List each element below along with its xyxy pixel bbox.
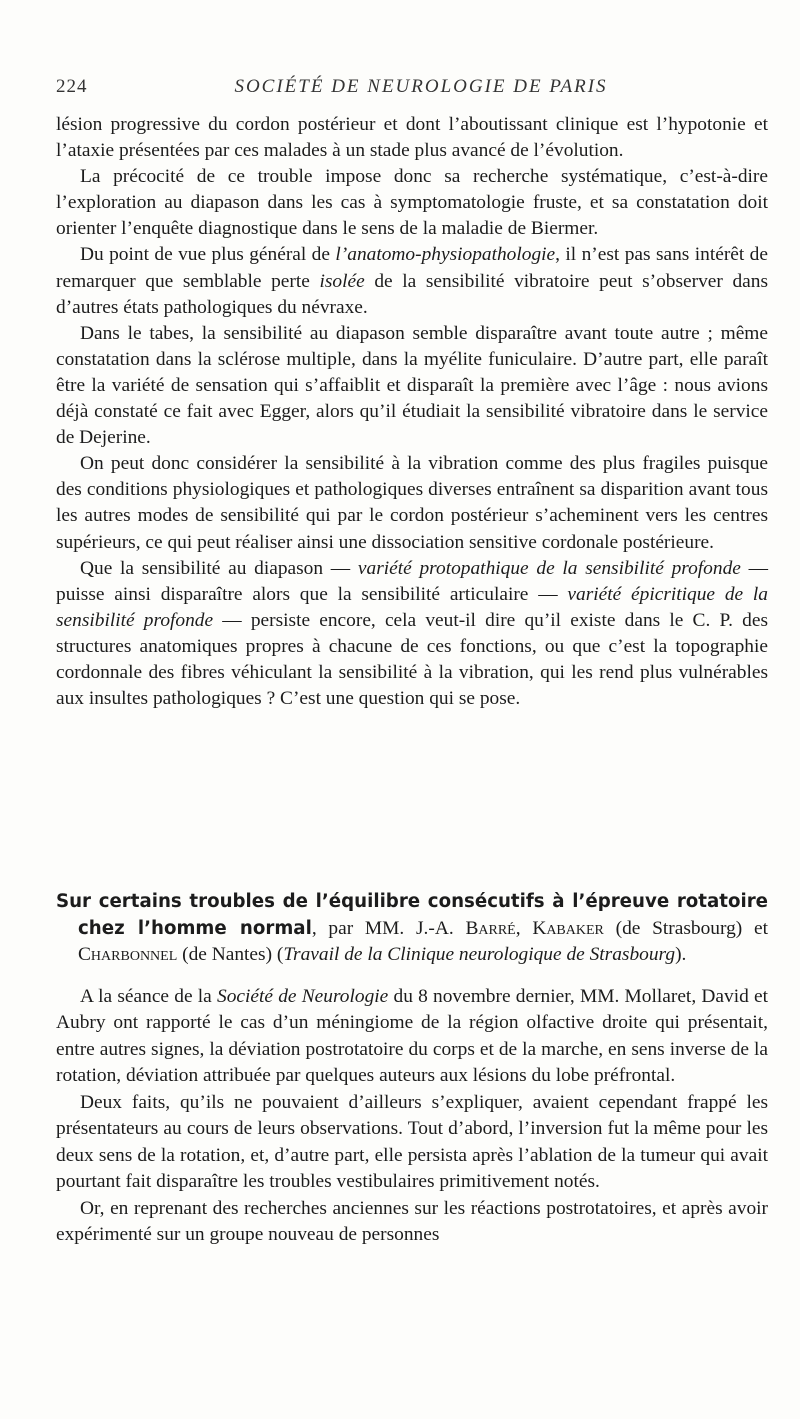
italic-term: l’anatomo-physiopathologie [335,244,556,266]
text-run: du 8 novembre dernier, MM. Mollaret, David et Aubry ont rapporté le cas d’un méningiome de la région olfactive droite qui présentait, entre autres signes, la déviation postrotatoire du corps et de la marche, en sens inverse de la rotation, déviation attribuée par quelques auteurs aux lésions du lobe préfrontal. [56,985,768,1086]
italic-term: Société de Neurologie [217,985,389,1007]
running-head [56,76,766,106]
paragraph [56,556,768,713]
article [56,889,768,1249]
italic-term: isolée [319,270,365,292]
affiliation: Travail de la Clinique neurologique de Strasbourg [283,944,676,965]
article-heading [56,889,768,969]
author-name: Barré [465,917,516,939]
paragraph: Dans le tabes, la sensibilité au diapason semble disparaître avant toute autre ; même constatation dans la sclérose multiple, dans la myélite funiculaire. D’autre part, elle paraît être la variété de sensation qui s’affaiblit et disparaît la première avec l’âge : nous avions déjà constaté ce fait avec Egger, alors qu’il étudiait la sensibilité vibratoire dans le service de Dejerine. [56,322,768,449]
paragraph: Deux faits, qu’ils ne pouvaient d’ailleurs s’expliquer, avaient cependant frappé les présentateurs au cours de leurs observations. Tout d’abord, l’inversion fut la même pour les deux sens de la rotation, et, d’autre part, elle persista après l’ablation de la tumeur qui avait pourtant fait disparaître les troubles vestibulaires primitivement notés. [56,1091,768,1192]
byline-text: , [515,917,533,939]
paragraph: On peut donc considérer la sensibilité à la vibration comme des plus fragiles puisque des conditions physiologiques et pathologiques diverses entraînent sa disparition avant tous les autres modes de sensibilité qui par le cordon postérieur s’acheminent vers les centres supérieurs, ce qui peut réaliser ainsi une dissociation sensitive cordonale postérieure. [56,453,768,553]
italic-term: variété épicritique de la sensibilité profonde [56,583,768,631]
text-run: Du point de vue plus général de [80,244,336,266]
journal-title: SOCIÉTÉ DE NEUROLOGIE DE PARIS [234,76,608,97]
byline-text: , par MM. J.-A. [311,917,466,939]
author-name: Charbonnel [78,944,178,965]
text-run: Que la sensibilité au diapason — [80,557,358,579]
byline-text: (de Nantes) ( [177,944,284,965]
text-run: , il n’est pas sans intérêt de remarquer que semblable perte [56,244,768,292]
paragraph [56,984,768,1090]
text-run: — persiste encore, cela veut-il dire qu’il existe dans le C. P. des structures anatomiques propres à chacune de ces fonctions, ou que c’est la topographie cordonnale des fibres véhiculant la sensibilité à la vibration, qui les rend plus vulnérables aux insultes pathologiques ? C’est une question qui se pose. [56,609,768,710]
text-run: de la sensibilité vibratoire peut s’observer dans d’autres états pathologiques du névraxe. [56,270,768,318]
text-run: — puisse ainsi disparaître alors que la sensibilité articulaire — [56,557,768,605]
paragraph: La précocité de ce trouble impose donc sa recherche systématique, c’est-à-dire l’exploration au diapason dans les cas à symptomatologie fruste, et sa constatation doit orienter l’enquête diagnostique dans le sens de la maladie de Biermer. [56,166,768,240]
paragraph: lésion progressive du cordon postérieur et dont l’aboutissant clinique est l’hypotonie et l’ataxie présentées par ces malades à un stade plus avancé de l’évolution. [56,114,768,162]
continued-text [56,112,768,712]
text-run: A la séance de la [80,985,218,1007]
paragraph: Or, en reprenant des recherches anciennes sur les réactions postrotatoires, et après avoir expérimenté sur un groupe nouveau de personnes [56,1197,768,1245]
article-title: Sur certains troubles de l’équilibre consécutifs à l’épreuve rotatoire chez l’homme normal [56,891,768,939]
byline-text: ). [675,944,687,965]
page-number: 224 [56,76,88,97]
author-name: Kabaker [532,917,604,939]
italic-term: variété protopathique de la sensibilité profonde [357,557,741,579]
paragraph [56,242,768,320]
byline-text: (de Strasbourg) et [603,917,768,939]
